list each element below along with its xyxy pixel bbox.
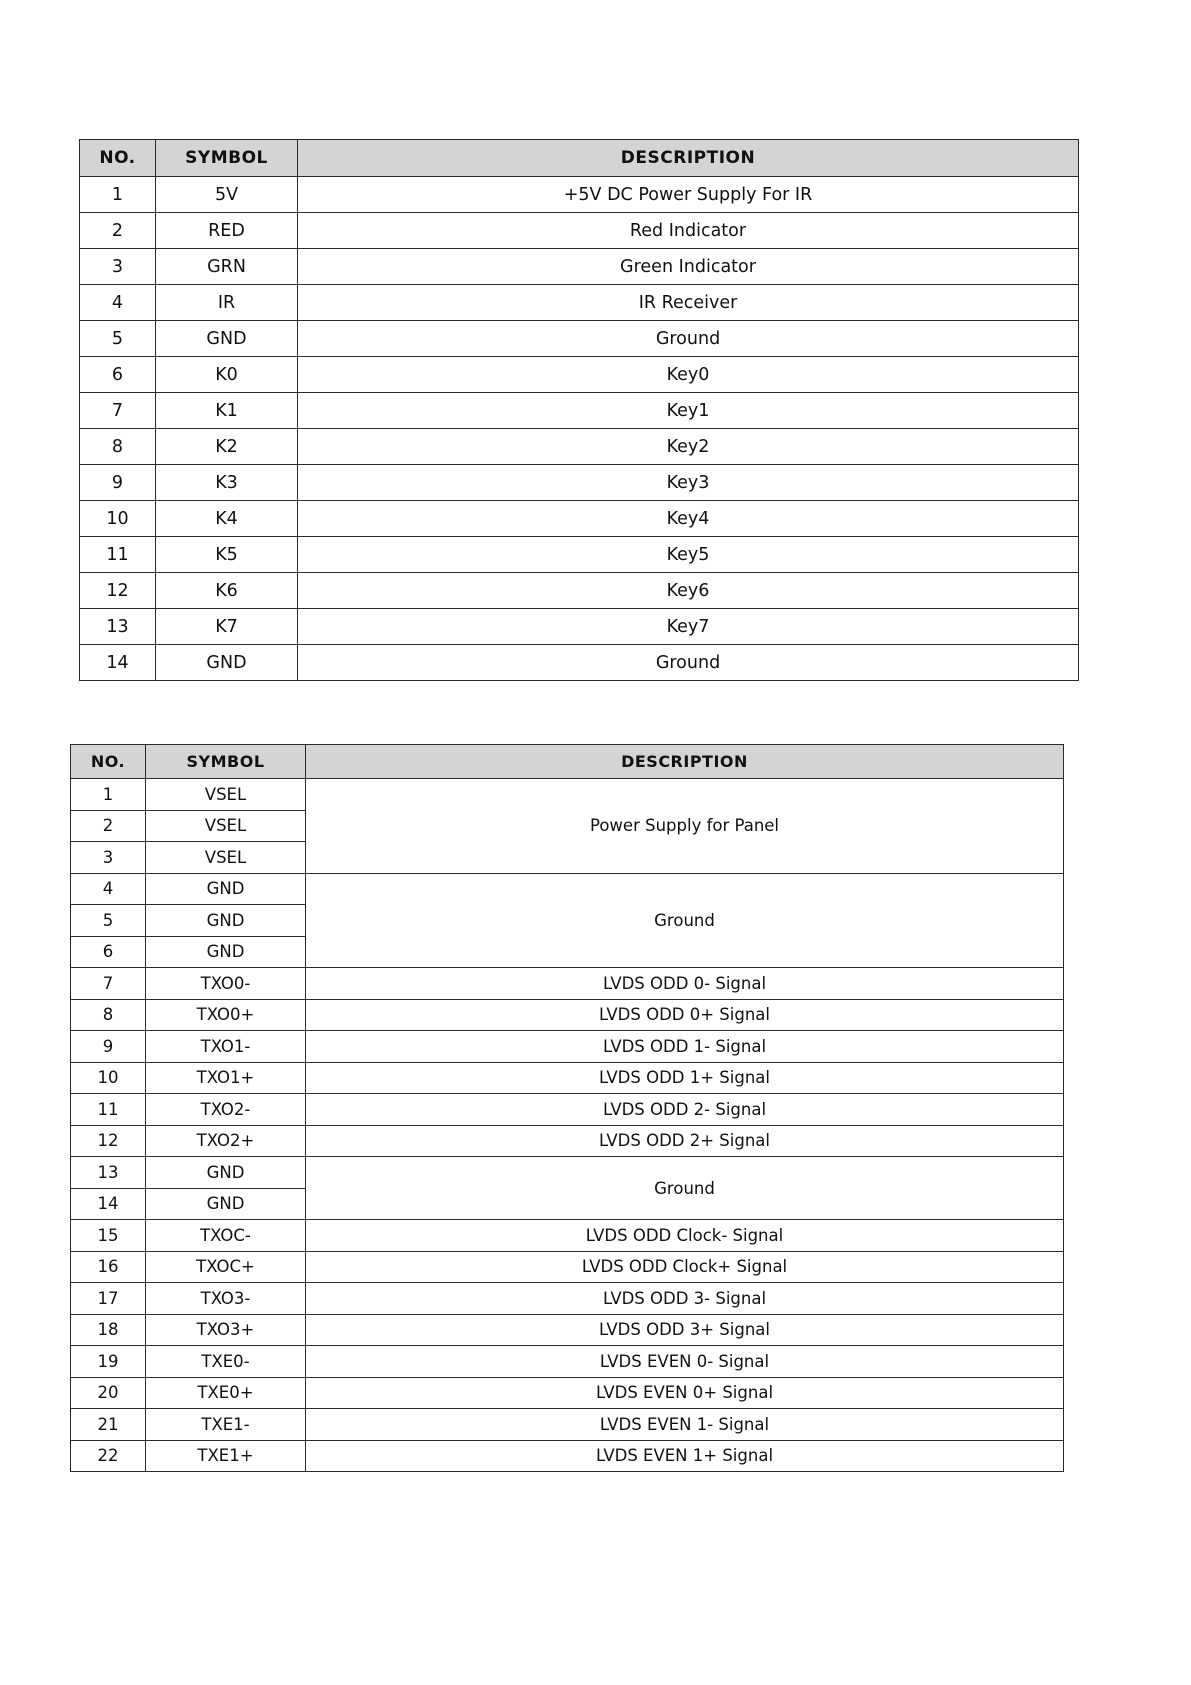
pin-symbol-cell: K0: [156, 357, 298, 393]
pin-symbol-cell: GND: [146, 936, 306, 968]
pin-number-cell: 6: [71, 936, 146, 968]
pin-number-cell: 2: [71, 810, 146, 842]
pin-description-cell: LVDS ODD 1+ Signal: [306, 1062, 1064, 1094]
table-row: [80, 357, 1079, 393]
pin-symbol-cell: GND: [146, 1157, 306, 1189]
table-row: [80, 645, 1079, 681]
pin-description-cell: Power Supply for Panel: [306, 779, 1064, 874]
pin-description-cell: LVDS ODD 2- Signal: [306, 1094, 1064, 1126]
pin-description-cell: LVDS EVEN 0+ Signal: [306, 1377, 1064, 1409]
table-row: [80, 501, 1079, 537]
pin-symbol-cell: TXO0-: [146, 968, 306, 1000]
pin-symbol-cell: TXE1+: [146, 1440, 306, 1472]
pin-symbol-cell: K7: [156, 609, 298, 645]
table-row: [80, 537, 1079, 573]
table-row: [71, 873, 1064, 905]
pin-description-cell: LVDS EVEN 1- Signal: [306, 1409, 1064, 1441]
pin-number-cell: 19: [71, 1346, 146, 1378]
pin-symbol-cell: GND: [156, 321, 298, 357]
pin-symbol-cell: IR: [156, 285, 298, 321]
pin-symbol-cell: GND: [156, 645, 298, 681]
pin-number-cell: 18: [71, 1314, 146, 1346]
table-row: [80, 609, 1079, 645]
pin-description-cell: Key2: [298, 429, 1079, 465]
pin-symbol-cell: GRN: [156, 249, 298, 285]
column-header-no: NO.: [71, 745, 146, 779]
pin-number-cell: 7: [80, 393, 156, 429]
pin-symbol-cell: TXOC-: [146, 1220, 306, 1252]
pin-number-cell: 8: [80, 429, 156, 465]
pin-number-cell: 3: [71, 842, 146, 874]
pin-description-cell: LVDS ODD 0- Signal: [306, 968, 1064, 1000]
column-header-no: NO.: [80, 140, 156, 177]
column-header-symbol: SYMBOL: [146, 745, 306, 779]
pin-number-cell: 6: [80, 357, 156, 393]
pin-description-cell: Green Indicator: [298, 249, 1079, 285]
pin-symbol-cell: TXO3+: [146, 1314, 306, 1346]
pin-symbol-cell: GND: [146, 873, 306, 905]
pin-number-cell: 4: [80, 285, 156, 321]
pin-number-cell: 12: [71, 1125, 146, 1157]
table-header-row: [80, 140, 1079, 177]
pin-number-cell: 11: [80, 537, 156, 573]
pin-description-cell: LVDS ODD 0+ Signal: [306, 999, 1064, 1031]
pin-symbol-cell: TXO1-: [146, 1031, 306, 1063]
pin-symbol-cell: K1: [156, 393, 298, 429]
table-row: [71, 1094, 1064, 1126]
pin-description-cell: +5V DC Power Supply For IR: [298, 177, 1079, 213]
table-row: [71, 1125, 1064, 1157]
pin-description-cell: Key0: [298, 357, 1079, 393]
pin-number-cell: 5: [80, 321, 156, 357]
table-row: [71, 1251, 1064, 1283]
pin-description-cell: LVDS ODD 1- Signal: [306, 1031, 1064, 1063]
table-row: [80, 321, 1079, 357]
pin-table-lvds: [70, 744, 1064, 1472]
pin-symbol-cell: TXE1-: [146, 1409, 306, 1441]
table-row: [71, 1346, 1064, 1378]
pin-number-cell: 12: [80, 573, 156, 609]
pin-symbol-cell: K3: [156, 465, 298, 501]
pin-symbol-cell: TXO0+: [146, 999, 306, 1031]
pin-description-cell: LVDS EVEN 0- Signal: [306, 1346, 1064, 1378]
pin-description-cell: LVDS ODD Clock- Signal: [306, 1220, 1064, 1252]
column-header-description: DESCRIPTION: [306, 745, 1064, 779]
table-row: [71, 968, 1064, 1000]
pin-symbol-cell: TXO3-: [146, 1283, 306, 1315]
pin-number-cell: 4: [71, 873, 146, 905]
table-header-row: [71, 745, 1064, 779]
table-row: [71, 1440, 1064, 1472]
pin-description-cell: IR Receiver: [298, 285, 1079, 321]
pin-symbol-cell: TXE0+: [146, 1377, 306, 1409]
table-row: [80, 429, 1079, 465]
pin-symbol-cell: K2: [156, 429, 298, 465]
pin-number-cell: 17: [71, 1283, 146, 1315]
table-body: [80, 177, 1079, 681]
pin-number-cell: 1: [80, 177, 156, 213]
pin-symbol-cell: VSEL: [146, 810, 306, 842]
pin-number-cell: 2: [80, 213, 156, 249]
pin-symbol-cell: K4: [156, 501, 298, 537]
pin-symbol-cell: GND: [146, 1188, 306, 1220]
table-row: [80, 177, 1079, 213]
pin-description-cell: LVDS ODD Clock+ Signal: [306, 1251, 1064, 1283]
pin-symbol-cell: TXO2-: [146, 1094, 306, 1126]
table-row: [71, 1283, 1064, 1315]
pin-description-cell: Ground: [298, 321, 1079, 357]
table-row: [80, 573, 1079, 609]
pin-number-cell: 9: [80, 465, 156, 501]
pin-number-cell: 1: [71, 779, 146, 811]
pin-number-cell: 13: [80, 609, 156, 645]
pin-description-cell: Key4: [298, 501, 1079, 537]
table-row: [71, 779, 1064, 811]
column-header-description: DESCRIPTION: [298, 140, 1079, 177]
table-row: [71, 1031, 1064, 1063]
table-row: [80, 285, 1079, 321]
pin-number-cell: 14: [80, 645, 156, 681]
pin-number-cell: 10: [80, 501, 156, 537]
pin-description-cell: LVDS ODD 3- Signal: [306, 1283, 1064, 1315]
column-header-symbol: SYMBOL: [156, 140, 298, 177]
table-row: [71, 1062, 1064, 1094]
table-row: [80, 213, 1079, 249]
pin-number-cell: 22: [71, 1440, 146, 1472]
table-row: [80, 465, 1079, 501]
pin-symbol-cell: TXOC+: [146, 1251, 306, 1283]
pin-description-cell: LVDS ODD 3+ Signal: [306, 1314, 1064, 1346]
pin-number-cell: 14: [71, 1188, 146, 1220]
pin-number-cell: 8: [71, 999, 146, 1031]
pin-table-ir-keys: [79, 139, 1079, 681]
pin-symbol-cell: TXO1+: [146, 1062, 306, 1094]
table-row: [71, 1220, 1064, 1252]
pin-number-cell: 7: [71, 968, 146, 1000]
table-row: [71, 1377, 1064, 1409]
table-row: [71, 999, 1064, 1031]
pin-description-cell: LVDS EVEN 1+ Signal: [306, 1440, 1064, 1472]
pin-number-cell: 13: [71, 1157, 146, 1189]
table-row: [80, 249, 1079, 285]
pin-number-cell: 16: [71, 1251, 146, 1283]
pin-symbol-cell: TXO2+: [146, 1125, 306, 1157]
pin-description-cell: Key7: [298, 609, 1079, 645]
pin-number-cell: 5: [71, 905, 146, 937]
pin-number-cell: 9: [71, 1031, 146, 1063]
pin-number-cell: 20: [71, 1377, 146, 1409]
pin-number-cell: 11: [71, 1094, 146, 1126]
table-row: [80, 393, 1079, 429]
pin-symbol-cell: RED: [156, 213, 298, 249]
pin-description-cell: Key1: [298, 393, 1079, 429]
pin-number-cell: 3: [80, 249, 156, 285]
table-row: [71, 1409, 1064, 1441]
pin-description-cell: Ground: [306, 1157, 1064, 1220]
table-row: [71, 1157, 1064, 1189]
pin-number-cell: 15: [71, 1220, 146, 1252]
pin-description-cell: Key3: [298, 465, 1079, 501]
pin-description-cell: Key6: [298, 573, 1079, 609]
pin-description-cell: Key5: [298, 537, 1079, 573]
table-row: [71, 1314, 1064, 1346]
pin-symbol-cell: VSEL: [146, 842, 306, 874]
pin-symbol-cell: TXE0-: [146, 1346, 306, 1378]
pin-description-cell: LVDS ODD 2+ Signal: [306, 1125, 1064, 1157]
pin-symbol-cell: VSEL: [146, 779, 306, 811]
pin-description-cell: Red Indicator: [298, 213, 1079, 249]
pin-number-cell: 21: [71, 1409, 146, 1441]
pin-description-cell: Ground: [306, 873, 1064, 968]
pin-symbol-cell: K6: [156, 573, 298, 609]
pin-symbol-cell: GND: [146, 905, 306, 937]
pin-symbol-cell: 5V: [156, 177, 298, 213]
pin-description-cell: Ground: [298, 645, 1079, 681]
pin-symbol-cell: K5: [156, 537, 298, 573]
pin-number-cell: 10: [71, 1062, 146, 1094]
table-body: [71, 779, 1064, 1472]
